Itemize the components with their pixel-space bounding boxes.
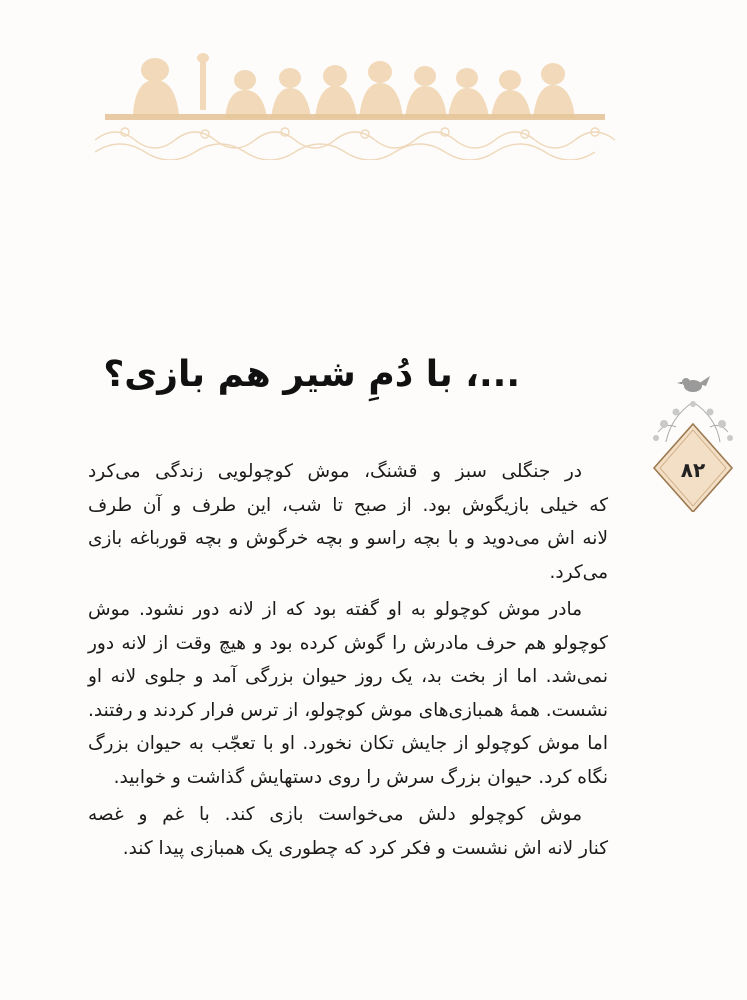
text-line: موش کوچولو دلش می‌خواست بازی کند. با غم و غصه <box>88 804 582 825</box>
text-line: اما موش کوچولو از جایش تکان نخورد. او با تعجّب به حیوان بزرگ <box>88 733 608 754</box>
text-line: نگاه کرد. حیوان بزرگ سرش را روی دستهایش گذاشت و خوابید. <box>113 766 608 788</box>
text-line: مادر موش کوچولو به او گفته بود که از لانه دور نشود. موش <box>88 599 582 620</box>
text-line: می‌کرد. <box>549 561 608 583</box>
story-body <box>88 455 608 865</box>
page-number-ornament <box>646 372 740 512</box>
paragraph-3 <box>88 798 608 865</box>
paragraph-2 <box>88 593 608 794</box>
header-ornament <box>95 40 615 160</box>
text-line: کنار لانه اش نشست و فکر کرد که چطوری یک همبازی پیدا کند. <box>122 837 608 859</box>
chapter-title: ...، با دُمِ شیر هم بازی؟ <box>103 354 520 395</box>
text-line: در جنگلی سبز و قشنگ، موش کوچولویی زندگی می‌کرد <box>88 461 582 482</box>
text-line: نمی‌شد. اما از بخت بد، یک روز حیوان بزرگی آمد و جلوی لانه او <box>88 666 608 687</box>
text-line: نشست. همهٔ همبازی‌های موش کوچولو، از ترس فرار کردند و رفتند. <box>88 699 608 721</box>
text-line: کوچولو هم حرف مادرش را گوش کرده بود و هیچ وقت از لانه دور <box>88 632 608 654</box>
text-line: که خیلی بازیگوش بود. از صبح تا شب، این طرف و آن طرف <box>88 494 608 516</box>
bird-icon <box>677 376 710 392</box>
paragraph-1 <box>88 455 608 589</box>
text-line: لانه اش می‌دوید و با بچه راسو و بچه خرگوش و بچه قورباغه بازی <box>88 528 608 549</box>
page-number: ۸۲ <box>680 458 706 482</box>
